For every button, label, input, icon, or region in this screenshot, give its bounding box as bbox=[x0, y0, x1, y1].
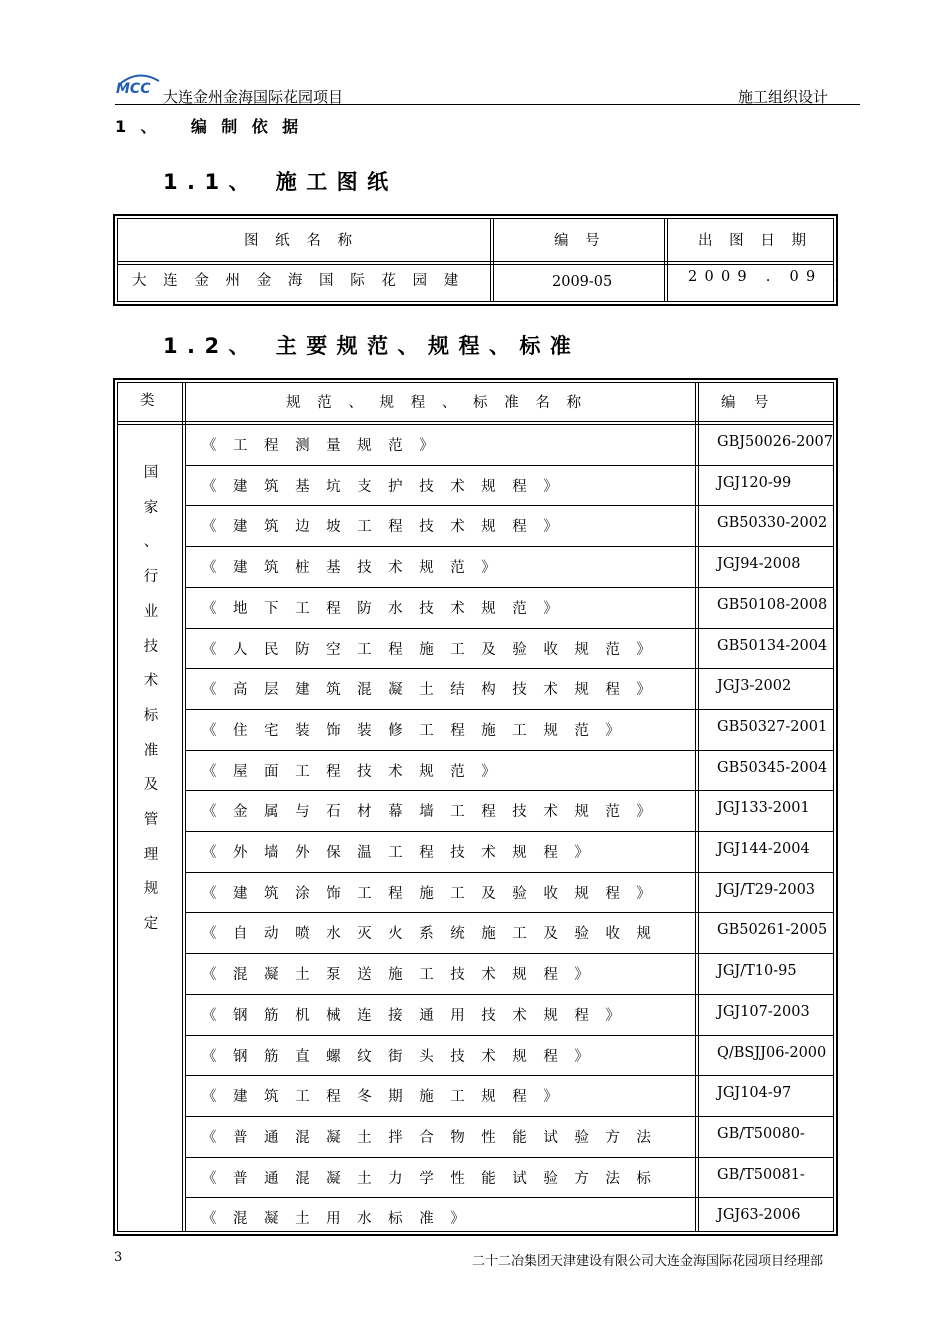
category-char: 技 bbox=[143, 638, 159, 655]
header-rule bbox=[115, 104, 860, 105]
standard-code: GB50327-2001 bbox=[717, 718, 828, 735]
header-drawing-number: 编号 bbox=[554, 233, 617, 249]
standard-name: 《高层建筑混凝土结构技术规程》 bbox=[202, 682, 668, 699]
mcc-logo bbox=[115, 71, 163, 97]
section-heading-1-2: 1.2、 主要规范、规程、标准 bbox=[163, 334, 581, 358]
standard-code: JGJ133-2001 bbox=[717, 800, 810, 817]
standard-code: GB50261-2005 bbox=[717, 922, 828, 939]
footer-company: 二十二冶集团天津建设有限公司大连金海国际花园项目经理部 bbox=[472, 1254, 824, 1269]
standard-name: 《建筑桩基技术规范》 bbox=[202, 560, 513, 577]
section-heading-1: 1、 编制依据 bbox=[115, 117, 313, 136]
standard-code: Q/BSJJ06-2000 bbox=[717, 1044, 827, 1061]
standard-code: GB50134-2004 bbox=[717, 637, 828, 654]
svg-text:MCC: MCC bbox=[116, 81, 151, 97]
standard-code: GB/T50080- bbox=[717, 1125, 805, 1142]
standard-name: 《普通混凝土拌合物性能试验方法 bbox=[202, 1129, 668, 1146]
standard-name: 《钢筋机械连接通用技术规程》 bbox=[202, 1007, 637, 1024]
category-char: 、 bbox=[143, 534, 159, 551]
header-drawing-name: 图纸名称 bbox=[244, 233, 369, 249]
standards-table bbox=[113, 378, 838, 1236]
page-number: 3 bbox=[114, 1250, 123, 1265]
standard-name: 《自动喷水灭火系统施工及验收规 bbox=[202, 926, 668, 943]
standard-name: 《混凝土泵送施工技术规程》 bbox=[202, 967, 606, 984]
standard-code: JGJ/T29-2003 bbox=[717, 881, 816, 898]
standard-name: 《建筑涂饰工程施工及验收规程》 bbox=[202, 885, 668, 902]
category-char: 行 bbox=[143, 569, 159, 586]
standard-code: JGJ120-99 bbox=[717, 474, 792, 491]
category-char: 理 bbox=[143, 846, 159, 863]
standard-name: 《外墙外保温工程技术规程》 bbox=[202, 845, 606, 861]
standard-code: GB50330-2002 bbox=[717, 515, 828, 532]
standard-code: JGJ144-2004 bbox=[717, 841, 810, 857]
category-char: 国 bbox=[143, 465, 159, 481]
standard-code: JGJ107-2003 bbox=[717, 1003, 810, 1020]
category-char: 管 bbox=[143, 812, 159, 828]
standard-name: 《金属与石材幕墙工程技术规范》 bbox=[202, 804, 668, 821]
standard-name: 《屋面工程技术规范》 bbox=[202, 763, 513, 780]
drawing-date-cell: 2009 . 09 . bbox=[688, 269, 847, 285]
standard-code: GB50108-2008 bbox=[717, 596, 828, 613]
header-issue-date: 出图日期 bbox=[698, 233, 823, 249]
standard-name: 《建筑工程冬期施工规程》 bbox=[202, 1089, 575, 1106]
standard-code: JGJ94-2008 bbox=[717, 556, 801, 573]
standard-name: 《人民防空工程施工及验收规范》 bbox=[202, 641, 668, 658]
drawing-name-cell: 大连金州金海国际花园建 bbox=[132, 273, 475, 289]
category-char: 术 bbox=[143, 673, 159, 690]
standard-name: 《地下工程防水技术规范》 bbox=[202, 600, 575, 617]
project-title: 大连金州金海国际花园项目 bbox=[163, 88, 344, 106]
document-title: 施工组织设计 bbox=[738, 88, 829, 106]
section-heading-1-1: 1.1、 施工图纸 bbox=[163, 170, 398, 194]
standard-name: 《住宅装饰装修工程施工规范》 bbox=[202, 722, 637, 739]
standard-code: JGJ3-2002 bbox=[717, 678, 792, 695]
category-char: 定 bbox=[143, 916, 159, 933]
header-category: 类 bbox=[140, 393, 155, 409]
standard-code: GB50345-2004 bbox=[717, 759, 828, 776]
category-char: 业 bbox=[143, 603, 159, 620]
standard-name: 《混凝土用水标准》 bbox=[202, 1211, 482, 1228]
category-char: 及 bbox=[143, 777, 159, 794]
drawing-number-cell: 2009-05 bbox=[552, 274, 613, 290]
standard-code: JGJ63-2006 bbox=[717, 1207, 801, 1224]
standard-name: 《工程测量规范》 bbox=[202, 438, 451, 454]
standard-name: 《普通混凝土力学性能试验方法标 bbox=[202, 1170, 668, 1187]
header-standard-name: 规范、规程、标准名称 bbox=[286, 395, 598, 411]
category-char: 标 bbox=[143, 707, 159, 724]
category-char: 规 bbox=[143, 881, 159, 898]
category-char: 准 bbox=[143, 742, 159, 759]
standard-name: 《建筑边坡工程技术规程》 bbox=[202, 519, 575, 536]
standard-name: 《钢筋直螺纹街头技术规程》 bbox=[202, 1048, 606, 1065]
standard-code: JGJ104-97 bbox=[717, 1085, 792, 1102]
standard-name: 《建筑基坑支护技术规程》 bbox=[202, 478, 575, 495]
header-standard-code: 编 号 bbox=[721, 395, 769, 411]
category-char: 家 bbox=[143, 499, 159, 516]
drawings-table bbox=[113, 214, 847, 306]
standard-code: GBJ50026-2007 bbox=[717, 434, 833, 450]
standard-code: JGJ/T10-95 bbox=[717, 963, 797, 980]
standard-code: GB/T50081- bbox=[717, 1166, 805, 1183]
